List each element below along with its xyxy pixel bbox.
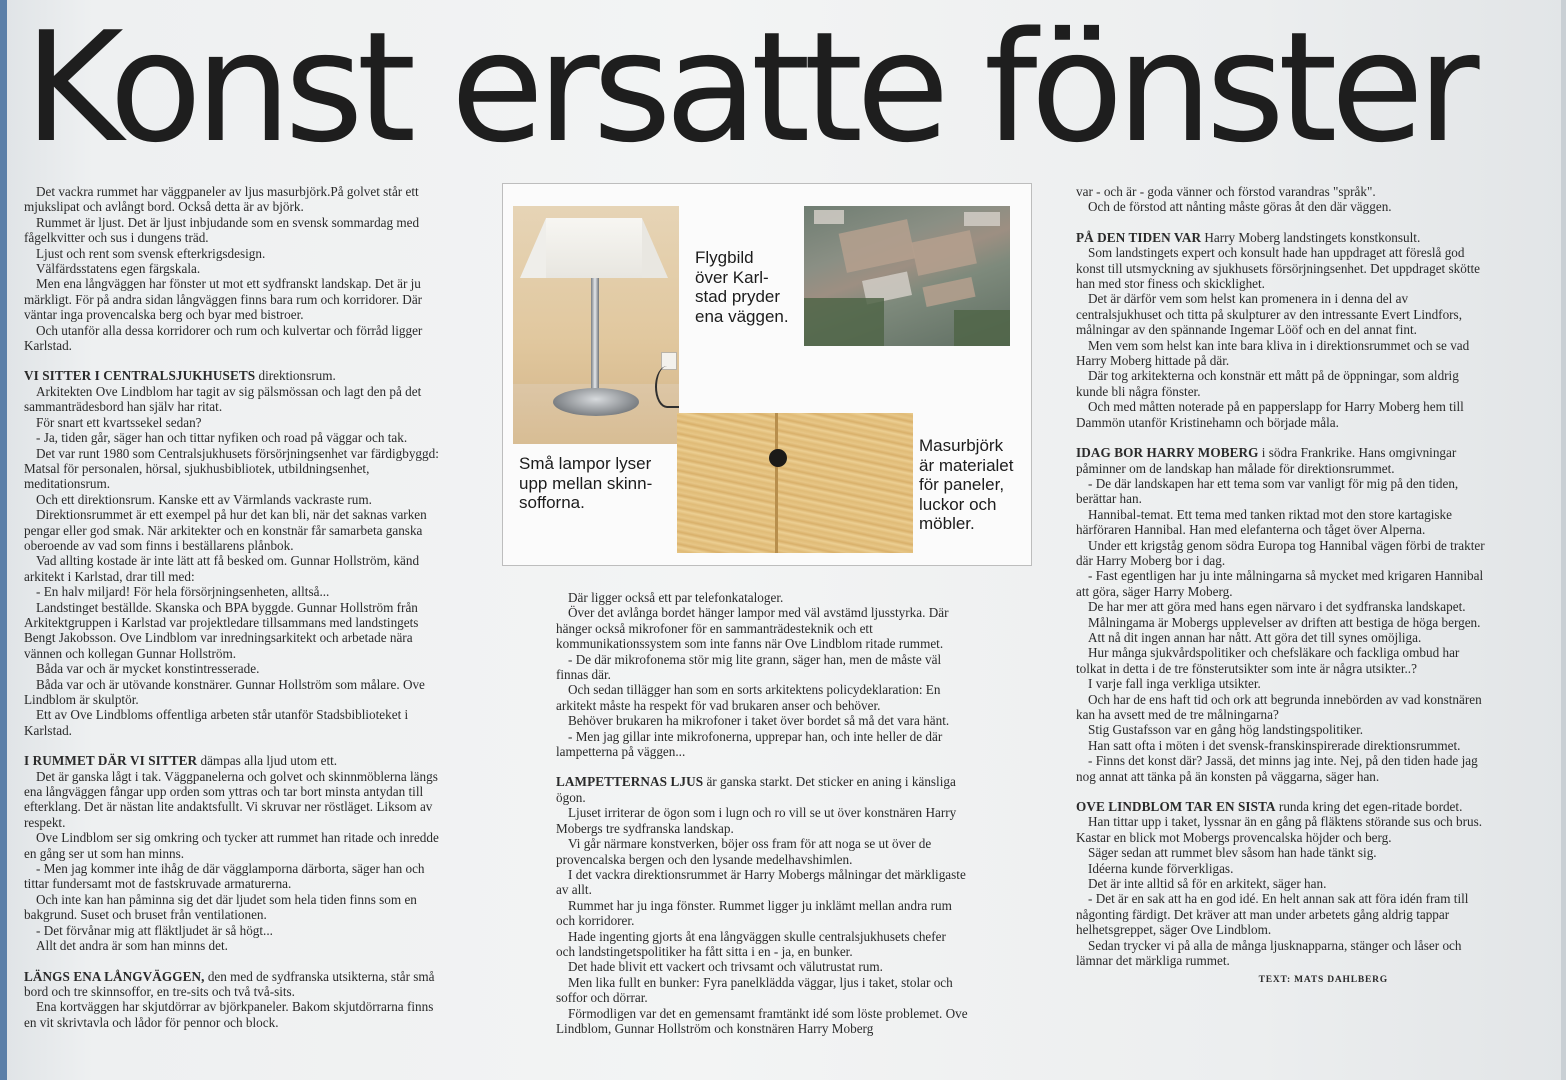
paragraph-text: Det är därför vem som helst kan promenera in i denna del av centralsjukhuset och titta på skulpturer av den intressante Evert Lindfors, målningar av den spännande Ingemar Lööf och en del annat fint. [1076, 291, 1462, 338]
paragraph [556, 929, 968, 960]
caption-birch [919, 436, 1013, 534]
paragraph [24, 446, 442, 492]
paragraph [1076, 814, 1488, 845]
paragraph-text: Välfärdsstatens egen färgskala. [36, 261, 201, 277]
paragraph-text: Det vackra rummet har väggpaneler av ljus masurbjörk.På golvet står ett mjukslipat och avlångt bord. Också detta är av björk. [24, 184, 419, 215]
lamp-shade [546, 218, 642, 278]
caption-line: Masurbjörk [919, 436, 1004, 455]
paragraph [24, 923, 442, 938]
paragraph-text: Stig Gustafsson var en gång hög landstingspolitiker. [1088, 722, 1364, 738]
paragraph [556, 590, 968, 605]
paragraph-text: Men vem som helst kan inte bara kliva in i direktionsrummet och se vad Harry Moberg hittade på där. [1076, 337, 1470, 369]
paragraph [556, 836, 968, 867]
section-lead: VI SITTER I CENTRALSJUKHUSETS [24, 368, 256, 384]
paragraph [24, 261, 442, 276]
paragraph-text: För snart ett kvartssekel sedan? [36, 414, 202, 430]
aerial-photo [804, 206, 1010, 346]
paragraph-text: var - och är - goda vänner och förstod varandras "språk". [1076, 184, 1376, 199]
paragraph [556, 1006, 968, 1037]
paragraph-text: Och med måtten noterade på en papperslapp for Harry Moberg hem till Dammön utanför Kristinehamn och började måla. [1076, 399, 1464, 430]
paragraph-text: Att nå dit ingen annan har nått. Att göra det till synes omöjliga. [1088, 629, 1422, 645]
paragraph-text: - Fast egentligen har ju inte målningarna så mycket med krigaren Hannibal att göra, säger Harry Moberg. [1076, 568, 1484, 599]
paragraph [1076, 845, 1488, 860]
paragraph-text: Landstinget beställde. Skanska och BPA byggde. Gunnar Hollström från Arkitektgruppen i Karlstad var projektledare tillsammans med landstingets Bengt Jakobsson. Ove Lindblom var inredningsarkitekt och arbetade nära vännen och kollegan Gunnar Hollström. [24, 599, 419, 661]
paragraph [24, 184, 442, 215]
paragraph-text: runda kring det egen-ritade bordet. [1275, 799, 1463, 815]
text-column-2 [556, 590, 968, 1036]
paragraph [24, 276, 442, 322]
paragraph [1076, 692, 1488, 723]
lamp-shade-right [642, 218, 668, 278]
paragraph [556, 898, 968, 929]
paragraph [24, 553, 442, 584]
paragraph [24, 600, 442, 662]
paragraph-text: är ganska starkt. Det sticker en aning i känsliga ögon. [556, 774, 956, 805]
paragraph-text: Sedan trycker vi på alla de många ljusknapparna, stänger och låser och lämnar det märkliga rummet. [1076, 937, 1462, 969]
section-lead: LÄNGS ENA LÅNGVÄGGEN, [24, 968, 205, 984]
paragraph [556, 605, 968, 651]
caption-line: över Karl- [695, 267, 769, 287]
paragraph [1076, 938, 1488, 969]
paragraph-text: Rummet har ju inga fönster. Rummet ligger ju inklämt mellan andra rum och korridorer. [556, 897, 952, 929]
paragraph-text: Rummet är ljust. Det är ljust inbjudande som en svensk sommardag med fågelkvitter och sus i dungens träd. [24, 214, 420, 246]
paragraph-text: Och inte kan han påminna sig det där ljudet som hela tiden finns som en bakgrund. Suset och bruset från ventilationen. [24, 891, 417, 923]
lamp-stem [591, 278, 599, 398]
paragraph [1076, 722, 1488, 737]
paragraph [1076, 753, 1488, 784]
paragraph-text: Ena kortväggen har skjutdörrar av björkpaneler. Bakom skjutdörrarna finns en vit skrivtavla och lådor för pennor och block. [24, 999, 434, 1030]
paragraph [24, 384, 442, 415]
paragraph-text: Vi går närmare konstverken, böjer oss fram för att noga se ut över de provencalska bergen och den lysande medelhavshimlen. [556, 836, 932, 867]
section-lead: PÅ DEN TIDEN VAR [1076, 229, 1202, 245]
caption-aerial [695, 248, 789, 326]
paragraph-text: Ove Lindblom ser sig omkring och tycker att rummet han ritade och inredde en gång ser ut som han minns. [24, 830, 439, 861]
headline: Konst ersatte fönster [24, 0, 1473, 176]
paragraph-text: Det är inte alltid så för en arkitekt, säger han. [1088, 876, 1327, 892]
paragraph [1076, 630, 1488, 645]
paragraph-text: - De där mikrofonema stör mig lite grann, säger han, men de måste väl finnas där. [556, 651, 942, 683]
panel-seam [775, 413, 778, 553]
paragraph [1076, 291, 1488, 337]
section-paragraph [556, 774, 968, 805]
paragraph-text: Harry Moberg landstingets konstkonsult. [1201, 229, 1421, 245]
paragraph-text: Under ett krigståg genom södra Europa tog Hannibal vägen förbi de trakter där Harry Moberg bor i dag. [1076, 537, 1485, 568]
paragraph-text: - Men jag kommer inte ihåg de där vägglamporna därborta, säger han och tittar fundersamt mot de fastskruvade armaturerna. [24, 861, 425, 892]
paragraph-text: Och de förstod att nånting måste göras åt den där väggen. [1088, 199, 1392, 215]
paragraph [1076, 507, 1488, 538]
paragraph-text: Han satt ofta i möten i det svensk-franskinspirerade direktionsrummet. [1088, 737, 1461, 753]
paragraph [24, 415, 442, 430]
paragraph [1076, 738, 1488, 753]
paragraph-text: Det är ganska lågt i tak. Väggpanelerna och golvet och skinnmöblerna längs ena långväggen fångar upp orden som yttras och tar bort minsta antydan till efterklang. Det är nästan lite andaktsfullt. Vi skruvar ner röstläget. Liksom av respekt. [24, 768, 438, 830]
byline: TEXT: MATS DAHLBERG [1258, 974, 1388, 985]
paragraph-text: Där ligger också ett par telefonkataloger. [568, 590, 784, 605]
paragraph-text: Över det avlånga bordet hänger lampor med väl avstämd ljusstyrka. Där hänger också mikrofoner för en sammanträdesteknik och ett kommunikationssystem som inte fanns när Ove Lindblom ritade rummet. [556, 605, 949, 652]
paragraph [1076, 891, 1488, 937]
lamp-shade-left [520, 218, 546, 278]
paragraph-text: Där tog arkitekterna och konstnär ett mått på de öppningar, som aldrig kunde bli några fönster. [1076, 368, 1459, 399]
paragraph-text: - En halv miljard! För hela försörjningsenheten, alltså... [36, 584, 330, 600]
paragraph-text: I det vackra direktionsrummet är Harry Mobergs målningar det märkligaste av allt. [556, 866, 966, 898]
paragraph-text: Vad allting kostade är inte lätt att få besked om. Gunnar Hollström, känd arkitekt i Karlstad, drar till med: [24, 553, 420, 584]
lamp-cord [655, 366, 679, 408]
caption-line: ena väggen. [695, 306, 789, 326]
paragraph-text: Det hade blivit ett vackert och trivsamt och välutrustat rum. [568, 959, 883, 975]
paragraph-text: Hade ingenting gjorts åt ena långväggen skulle centralsjukhusets chefer och landstingetspolitiker ha fått sitta i en - ja, en bunker. [556, 928, 946, 959]
section-paragraph [1076, 445, 1488, 476]
paragraph [24, 430, 442, 445]
paragraph-text: Ljust och rent som svensk efterkrigsdesign. [36, 245, 266, 261]
paragraph [556, 652, 968, 683]
paragraph [1076, 199, 1488, 214]
caption-line: för paneler, [919, 475, 1005, 494]
paragraph [556, 713, 968, 728]
paragraph [1076, 876, 1488, 891]
section-paragraph [24, 753, 442, 768]
paragraph-text: - Det förvånar mig att fläktljudet är så högt... [36, 922, 273, 938]
section-paragraph [24, 969, 442, 1000]
caption-line: är materialet [919, 455, 1014, 475]
paragraph-text: Båda var och är mycket konstintresserade. [36, 661, 260, 677]
paragraph-text: Säger sedan att rummet blev såsom han hade tänkt sig. [1088, 845, 1377, 861]
paragraph [24, 769, 442, 831]
caption-line: Små lampor lyser [519, 454, 652, 473]
paragraph [1076, 599, 1488, 614]
paragraph-text: Förmodligen var det en gemensamt framtänkt idé som löste problemet. Ove Lindblom, Gunnar Hollström och konstnären Harry Moberg [556, 1005, 968, 1036]
paragraph-text: Och ett direktionsrum. Kanske ett av Värmlands vackraste rum. [36, 491, 372, 507]
paragraph-text: i södra Frankrike. Hans omgivningar påminner om de landskap han målade för direktionsrummet. [1076, 445, 1457, 476]
caption-lamps [519, 454, 652, 513]
section-lead: I RUMMET DÄR VI SITTER [24, 753, 198, 769]
lamp-photo [513, 206, 679, 444]
paragraph-text: Ljuset irriterar de ögon som i lugn och ro vill se ut över konstnären Harry Mobergs tre sydfranska landskap. [556, 805, 957, 836]
paragraph-text: Hur många sjukvårdspolitiker och chefsläkare och fackliga ombud har tolkat in detta i de tre fönsterutsikter som inte är några utsikter..? [1076, 645, 1460, 676]
caption-line: stad pryder [695, 287, 781, 306]
paragraph [24, 830, 442, 861]
section-paragraph [1076, 230, 1488, 245]
caption-line: möbler. [919, 514, 975, 533]
paragraph [24, 707, 442, 738]
paragraph-text: I varje fall inga verkliga utsikter. [1088, 676, 1261, 692]
paragraph [1076, 568, 1488, 599]
birch-panel-photo [677, 413, 913, 553]
paragraph [556, 975, 968, 1006]
paragraph-text: Och har de ens haft tid och ork att begrunda innebörden av vad konstnären kan ha avsett med de tre målningarna? [1076, 691, 1482, 722]
paragraph [24, 861, 442, 892]
paragraph [24, 892, 442, 923]
paragraph [1076, 538, 1488, 569]
paragraph [556, 729, 968, 760]
paragraph [1076, 368, 1488, 399]
paragraph [556, 805, 968, 836]
paragraph [1076, 645, 1488, 676]
paragraph [24, 246, 442, 261]
paragraph-text: Behöver brukaren ha mikrofoner i taket över bordet så må det vara hänt. [568, 713, 950, 729]
paragraph-text: Direktionsrummet är ett exempel på hur det kan bli, när det saknas varken pengar eller god smak. När arkitekter och en konstnär får samarbeta ganska oberoende av vad som finns i beställarens plånbok. [24, 507, 427, 553]
section-paragraph [1076, 799, 1488, 814]
caption-line: sofforna. [519, 493, 585, 512]
paragraph [1076, 476, 1488, 507]
paragraph [1076, 861, 1488, 876]
paragraph-text: - Men jag gillar inte mikrofonerna, upprepar han, och inte heller de där lampetterna på väggen... [556, 728, 943, 760]
paragraph [24, 507, 442, 553]
text-column-1 [24, 184, 442, 1030]
paragraph-text: Men lika fullt en bunker: Fyra panelklädda väggar, ljus i taket, stolar och soffor och dörrar. [556, 974, 953, 1006]
paragraph-text: Men ena långväggen har fönster ut mot ett sydfranskt landskap. Det är ju märkligt. För på andra sidan långväggen finns bara rum och korridorer. Där väntar inga provencalska berg och byar med bistroer. [24, 276, 423, 323]
section-lead: IDAG BOR HARRY MOBERG [1076, 445, 1259, 461]
paragraph-text: Och utanför alla dessa korridorer och rum och kulvertar och förråd ligger Karlstad. [24, 322, 423, 354]
paragraph-text: Arkitekten Ove Lindblom har tagit av sig pälsmössan och lagt den på det sammanträdesbord han själv har ritat. [24, 383, 422, 415]
paragraph [1076, 338, 1488, 369]
paragraph-text: Idéerna kunde förverkligas. [1088, 860, 1234, 876]
paragraph [24, 492, 442, 507]
paragraph [24, 215, 442, 246]
paragraph-text: De har mer att göra med hans egen närvaro i det sydfranska landskapet. [1088, 599, 1466, 615]
paragraph-text: Han tittar upp i taket, lyssnar än en gång på fläktens störande sus och brus. Kastar en blick mot Mobergs provencalska höjder och berg. [1076, 814, 1483, 845]
section-paragraph [24, 368, 442, 383]
paragraph [24, 584, 442, 599]
paragraph-text: - Det är en sak att ha en god idé. En helt annan sak att föra idén fram till någonting färdigt. Det kräver att man under arbetets gång aldrig tappar helhetsgreppet, säger Ove Lindblom. [1076, 891, 1469, 938]
paragraph [556, 867, 968, 898]
paragraph-text: Ett av Ove Lindbloms offentliga arbeten står utanför Stadsbiblioteket i Karlstad. [24, 707, 409, 738]
paragraph-text: Och sedan tillägger han som en sorts arkitektens policydeklaration: En arkitekt måste ha respekt för vad brukaren anser och behöver. [556, 682, 941, 713]
paragraph [556, 959, 968, 974]
paragraph [24, 323, 442, 354]
paragraph [1076, 399, 1488, 430]
paragraph [1076, 676, 1488, 691]
paragraph-text: den med de sydfranska utsikterna, står små bord och tre skinnsoffor, en tre-sits och två två-sits. [24, 968, 435, 999]
paragraph-text: direktionsrum. [255, 368, 336, 384]
paragraph [24, 938, 442, 953]
caption-line: luckor och [919, 494, 997, 514]
text-column-3 [1076, 184, 1488, 988]
paragraph-text: - De där landskapen har ett tema som var vanligt för mig på den tiden, berättar han. [1076, 475, 1459, 507]
paragraph-text: Målningama är Mobergs upplevelser av driften att bestiga de höga bergen. [1088, 614, 1481, 630]
paragraph-text: - Finns det konst där? Jassä, det minns jag inte. Nej, på den tiden hade jag nog annat att tänka på än konsten på väggarna, säger han. [1076, 753, 1478, 784]
section-lead: LAMPETTERNAS LJUS [556, 774, 704, 790]
finger-hole [769, 449, 787, 467]
paragraph [556, 682, 968, 713]
paragraph [1076, 245, 1488, 291]
paragraph [24, 661, 442, 676]
paragraph-text: Allt det andra är som han minns det. [36, 938, 228, 954]
paragraph [1076, 184, 1488, 199]
paragraph [24, 677, 442, 708]
photo-panel [502, 183, 1032, 566]
paragraph-text: Som landstingets expert och konsult hade han uppdraget att föreslå god konst till utsmyckning av sjukhusets försörjningsenhet. Det uppdraget skötte han med stor finess och skicklighet. [1076, 245, 1481, 292]
paragraph-text: - Ja, tiden går, säger han och tittar nyfiken och road på väggar och tak. [36, 430, 408, 446]
lamp-base [553, 388, 639, 416]
blue-edge-strip [0, 0, 7, 1080]
paragraph [24, 999, 442, 1030]
caption-line: upp mellan skinn- [519, 473, 653, 493]
paragraph-text: Hannibal-temat. Ett tema med tanken riktad mot den store kartagiske härföraren Hannibal. Han med elefanterna och tåget över Alperna. [1076, 506, 1453, 538]
paragraph [1076, 615, 1488, 630]
paragraph-text: Båda var och är utövande konstnärer. Gunnar Hollström som målare. Ove Lindblom är skulptör. [24, 676, 425, 707]
paragraph-text: dämpas alla ljud utom ett. [197, 753, 338, 769]
paragraph-text: Det var runt 1980 som Centralsjukhusets försörjningsenhet var färdigbyggd: Matsal för personalen, hörsal, sjukhusbibliotek, utbildningsenhet, meditationsrum. [24, 445, 439, 492]
caption-line: Flygbild [695, 248, 754, 267]
section-lead: OVE LINDBLOM TAR EN SISTA [1076, 799, 1276, 815]
